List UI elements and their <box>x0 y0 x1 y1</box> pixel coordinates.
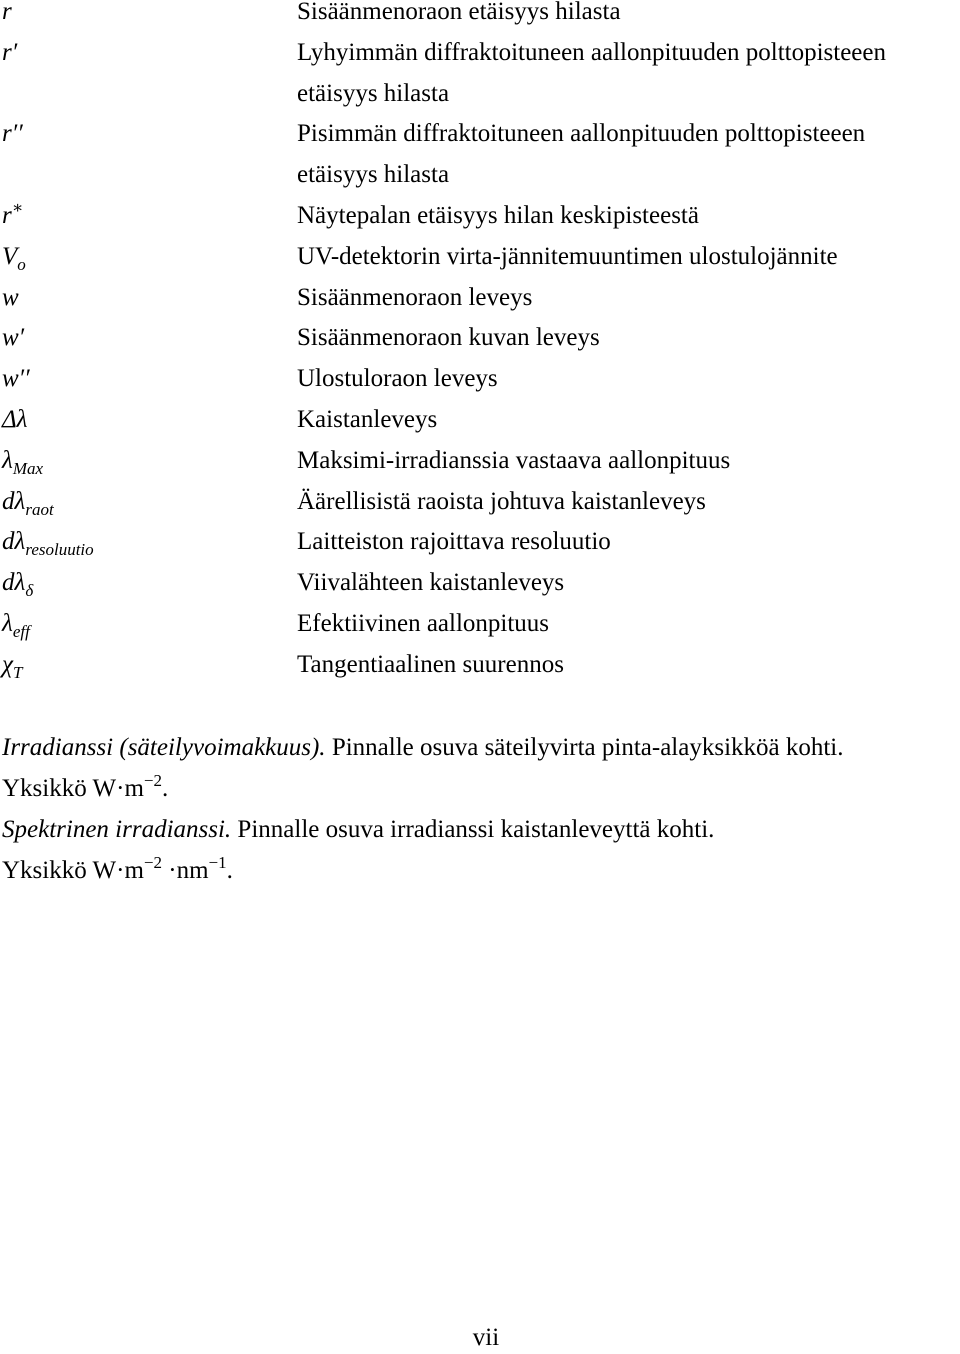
irradiance-unit <box>2 773 168 805</box>
glossary-symbol <box>2 526 94 558</box>
glossary-definition: Viivalähteen kaistanleveys <box>297 569 565 597</box>
glossary-definition: Ulostuloraon leveys <box>297 365 498 393</box>
unit-exponent: −2 <box>143 771 162 790</box>
glossary-definition: Sisäänmenoraon etäisyys hilasta <box>297 0 621 25</box>
glossary-definition: Tangentiaalinen suurennos <box>297 650 564 678</box>
glossary-definition: Efektiivinen aallonpituus <box>297 610 550 637</box>
symbol-subscript: eff <box>12 622 30 641</box>
spectral-irradiance-unit <box>2 855 233 887</box>
glossary-definition: Sisäänmenoraon leveys <box>297 283 533 311</box>
glossary-definition: UV-detektorin virta-jännitemuuntimen ulostulojännite <box>297 242 838 270</box>
glossary-symbol <box>2 37 17 69</box>
glossary-symbol <box>2 0 12 28</box>
glossary-definition: etäisyys hilasta <box>297 161 450 189</box>
irradiance-term: Irradianssi (säteilyvoimakkuus). <box>2 734 326 761</box>
symbol-main: dλ <box>2 487 26 515</box>
unit-exponent-2: −1 <box>208 853 227 872</box>
symbol-subscript: resoluutio <box>25 540 94 560</box>
symbol-main: χ <box>2 650 13 678</box>
glossary-symbol <box>2 486 54 518</box>
irradiance-paragraph <box>2 732 844 764</box>
glossary-definition: etäisyys hilasta <box>297 79 450 107</box>
spectral-irradiance-paragraph <box>2 814 714 846</box>
glossary-definition: Pisimmän diffraktoituneen aallonpituuden polttopisteeen <box>297 120 866 148</box>
glossary-definition: Lyhyimmän diffraktoituneen aallonpituuden polttopisteeen <box>297 38 886 66</box>
spectral-irradiance-text: Pinnalle osuva irradianssi kaistanleveyttä kohti. <box>231 816 715 843</box>
glossary-symbol <box>2 404 28 436</box>
symbol-main: r <box>2 0 12 25</box>
unit-mid: ·nm <box>162 857 209 884</box>
glossary-definition: Sisäänmenoraon kuvan leveys <box>297 324 600 352</box>
symbol-main: dλ <box>2 528 26 556</box>
glossary-symbol <box>2 118 23 150</box>
glossary-symbol <box>2 649 22 681</box>
symbol-superscript: ∗ <box>11 198 24 217</box>
glossary-definition: Äärellisistä raoista johtuva kaistanleveys <box>297 487 706 515</box>
symbol-main: λ <box>2 610 13 637</box>
symbol-main: w <box>2 283 19 311</box>
symbol-subscript: raot <box>25 499 54 519</box>
symbol-main: w′ <box>2 324 25 352</box>
symbol-main: V <box>2 242 18 270</box>
spectral-irradiance-term: Spektrinen irradianssi. <box>2 816 232 843</box>
symbol-subscript: δ <box>25 581 34 601</box>
unit-exponent: −2 <box>143 853 162 872</box>
symbol-main: r <box>2 202 12 229</box>
unit-suffix: . <box>162 775 169 802</box>
symbol-subscript: o <box>17 254 26 274</box>
glossary-symbol <box>2 241 26 273</box>
symbol-main: w′′ <box>2 365 30 393</box>
unit-suffix: . <box>226 857 233 884</box>
symbol-main: r′ <box>2 38 18 66</box>
glossary-definition: Laitteiston rajoittava resoluutio <box>297 528 611 556</box>
unit-prefix: Yksikkö W·m <box>2 857 144 884</box>
glossary-definition: Kaistanleveys <box>297 406 438 433</box>
glossary-symbol <box>2 363 30 395</box>
unit-prefix: Yksikkö W·m <box>2 775 144 802</box>
glossary-symbol <box>2 445 43 477</box>
irradiance-text: Pinnalle osuva säteilyvirta pinta-alayksikköä kohti. <box>325 734 844 761</box>
glossary-definition: Maksimi-irradianssia vastaava aallonpituus <box>297 446 731 474</box>
symbol-main: r′′ <box>2 120 23 148</box>
symbol-main: Δλ <box>2 406 28 433</box>
glossary-symbol <box>2 282 19 314</box>
symbol-main: dλ <box>2 569 26 597</box>
glossary-symbol <box>2 567 33 599</box>
glossary-definition: Näytepalan etäisyys hilan keskipisteestä <box>297 202 699 229</box>
symbol-main: λ <box>2 446 13 474</box>
symbol-subscript: T <box>13 662 23 682</box>
symbol-subscript: Max <box>12 458 44 478</box>
glossary-symbol <box>2 608 30 640</box>
glossary-symbol <box>2 322 24 354</box>
glossary-symbol <box>2 200 23 232</box>
page-number: vii <box>472 1324 500 1351</box>
